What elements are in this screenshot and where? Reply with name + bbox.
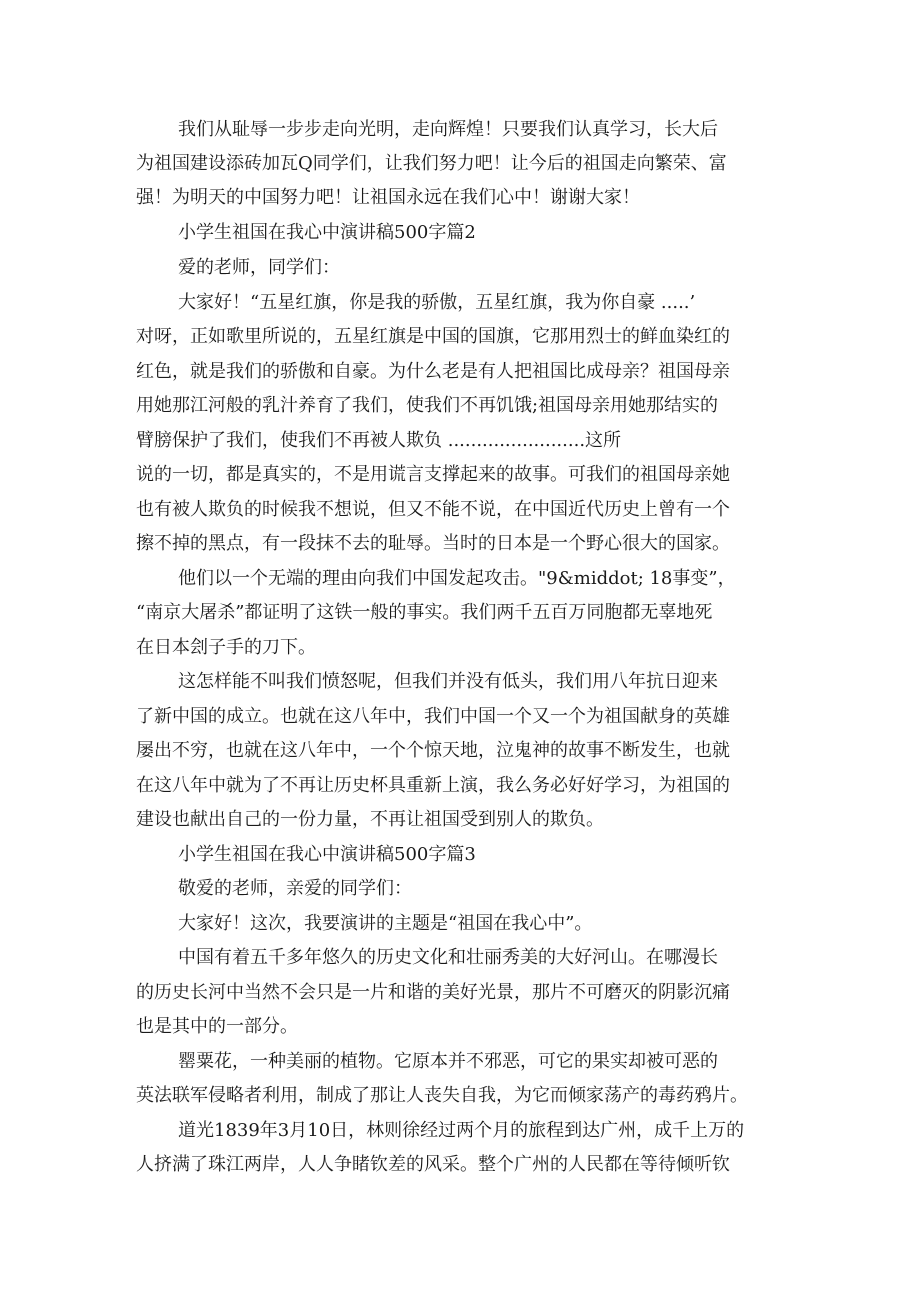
greeting-line: 爱的老师，同学们： xyxy=(178,257,340,278)
paragraph-line: 人挤满了珠江两岸，人人争睹钦差的风采。整个广州的人民都在等待倾听钦 xyxy=(136,1154,730,1175)
paragraph-line: 也有被人欺负的时候我不想说，但又不能不说，在中国近代历史上曾有一个 xyxy=(136,499,730,520)
paragraph-line: “南京大屠杀”都证明了这铁一般的事实。我们两千五百万同胞都无辜地死 xyxy=(136,602,713,623)
paragraph-line: 建设也献出自己的一份力量，不再让祖国受到别人的欺负。 xyxy=(136,809,604,830)
paragraph-line: 说的一切，都是真实的，不是用谎言支撑起来的故事。可我们的祖国母亲她 xyxy=(136,464,730,485)
paragraph-line: 在这八年中就为了不再让历史杯具重新上演，我么务必好好学习，为祖国的 xyxy=(136,775,730,796)
greeting-line: 敬爱的老师，亲爱的同学们： xyxy=(178,878,412,899)
paragraph-line: 英法联军侵略者利用，制成了那让人丧失自我，为它而倾家荡产的毒药鸦片。 xyxy=(136,1085,748,1106)
paragraph-line: 我们从耻辱一步步走向光明，走向辉煌！只要我们认真学习，长大后 xyxy=(178,119,718,140)
paragraph-line: 用她那江河般的乳汁养育了我们，使我们不再饥饿;祖国母亲用她那结实的 xyxy=(136,395,719,416)
paragraph-line: 了新中国的成立。也就在这八年中，我们中国一个又一个为祖国献身的英雄 xyxy=(136,706,730,727)
paragraph-line: 擦不掉的黑点，有一段抹不去的耻辱。当时的日本是一个野心很大的国家。 xyxy=(136,533,730,554)
paragraph-line: 红色，就是我们的骄傲和自豪。为什么老是有人把祖国比成母亲？祖国母亲 xyxy=(136,361,730,382)
paragraph-line: 在日本刽子手的刀下。 xyxy=(136,637,316,658)
paragraph-line: 他们以一个无端的理由向我们中国发起攻击。"9&middot; 18事变”， xyxy=(178,568,736,589)
paragraph-line: 屡出不穷，也就在这八年中，一个个惊天地，泣鬼神的故事不断发生，也就 xyxy=(136,740,730,761)
paragraph-line: 大家好！“五星红旗，你是我的骄傲，五星红旗，我为你自豪 .....’ xyxy=(178,292,696,313)
paragraph-line: 的历史长河中当然不会只是一片和谐的美好光景，那片不可磨灭的阴影沉痛 xyxy=(136,982,730,1003)
paragraph-line: 罂粟花，一种美丽的植物。它原本并不邪恶，可它的果实却被可恶的 xyxy=(178,1051,718,1072)
paragraph-line: 强！为明天的中国努力吧！让祖国永远在我们心中！谢谢大家！ xyxy=(136,187,640,208)
paragraph-line: 也是其中的一部分。 xyxy=(136,1016,298,1037)
paragraph-line: 中国有着五千多年悠久的历史文化和壮丽秀美的大好河山。在哪漫长 xyxy=(178,947,718,968)
paragraph-line: 大家好！这次，我要演讲的主题是“祖国在我心中”。 xyxy=(178,913,593,934)
paragraph-line: 这怎样能不叫我们愤怒呢，但我们并没有低头，我们用八年抗日迎来 xyxy=(178,671,718,692)
paragraph-line: 道光1839年3月10日，林则徐经过两个月的旅程到达广州，成千上万的 xyxy=(178,1120,745,1141)
section-heading: 小学生祖国在我心中演讲稿500字篇3 xyxy=(178,844,476,865)
paragraph-line: 对呀，正如歌里所说的，五星红旗是中国的国旗，它那用烈士的鲜血染红的 xyxy=(136,326,730,347)
paragraph-line: 为祖国建设添砖加瓦Q同学们，让我们努力吧！让今后的祖国走向繁荣、富 xyxy=(136,153,727,174)
section-heading: 小学生祖国在我心中演讲稿500字篇2 xyxy=(178,222,476,243)
paragraph-line: 臂膀保护了我们，使我们不再被人欺负 ........................这所 xyxy=(136,430,622,451)
